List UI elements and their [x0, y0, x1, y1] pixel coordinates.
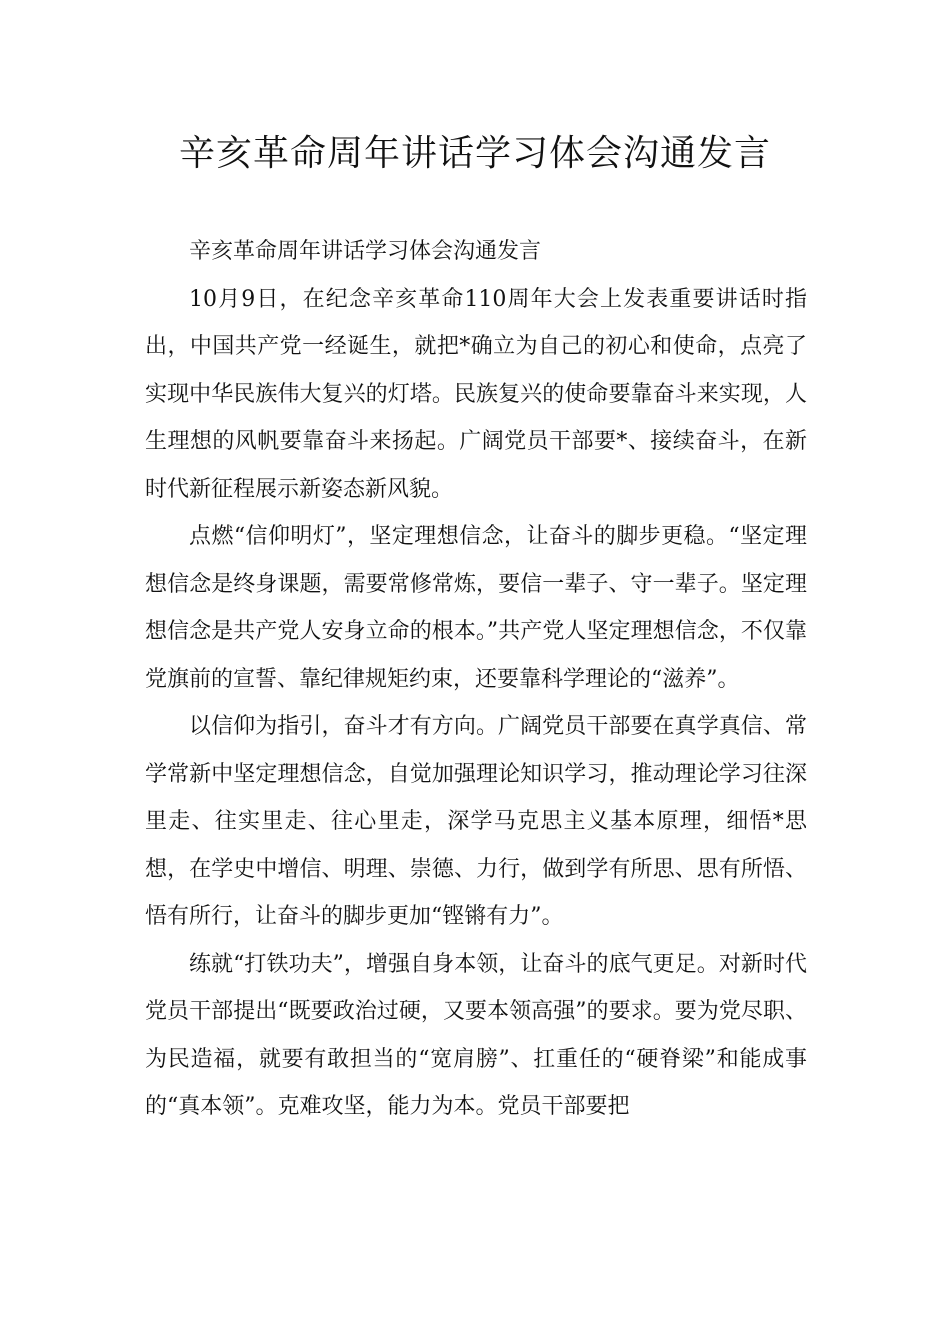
document-title: 辛亥革命周年讲话学习体会沟通发言	[178, 133, 771, 174]
paragraph-intro: 10月9日，在纪念辛亥革命110周年大会上发表重要讲话时指出，中国共产党一经诞生，就把*确立为自己的初心和使命，点亮了实现中华民族伟大复兴的灯塔。民族复兴的使命要靠奋斗来实现，人生理想的风帆要靠奋斗来扬起。广阔党员干部要*、接续奋斗，在新时代新征程展示新姿态新风貌。	[145, 286, 807, 502]
paragraph-faith: 点燃“信仰明灯”，坚定理想信念，让奋斗的脚步更稳。“坚定理想信念是终身课题，需要常修常炼，要信一辈子、守一辈子。坚定理想信念是共产党人安身立命的根本。”共产党人坚定理想信念，不仅靠党旗前的宣誓、靠纪律规矩约束，还要靠科学理论的“滋养”。	[145, 524, 807, 692]
paragraph-direction: 以信仰为指引，奋斗才有方向。广阔党员干部要在真学真信、常学常新中坚定理想信念，自觉加强理论知识学习，推动理论学习往深里走、往实里走、往心里走，深学马克思主义基本原理，细悟*思想，在学史中增信、明理、崇德、力行，做到学有所思、思有所悟、悟有所行，让奋斗的脚步更加“铿锵有力”。	[145, 714, 807, 929]
paragraph-ability: 练就“打铁功夫”，增强自身本领，让奋斗的底气更足。对新时代党员干部提出“既要政治过硬，又要本领高强”的要求。要为党尽职、为民造福，就要有敢担当的“宽肩膀”、扛重任的“硬脊梁”和能成事的“真本领”。克难攻坚，能力为本。党员干部要把	[145, 951, 807, 1119]
document-body	[145, 228, 807, 1131]
paragraph-subtitle: 辛亥革命周年讲话学习体会沟通发言	[189, 239, 542, 264]
